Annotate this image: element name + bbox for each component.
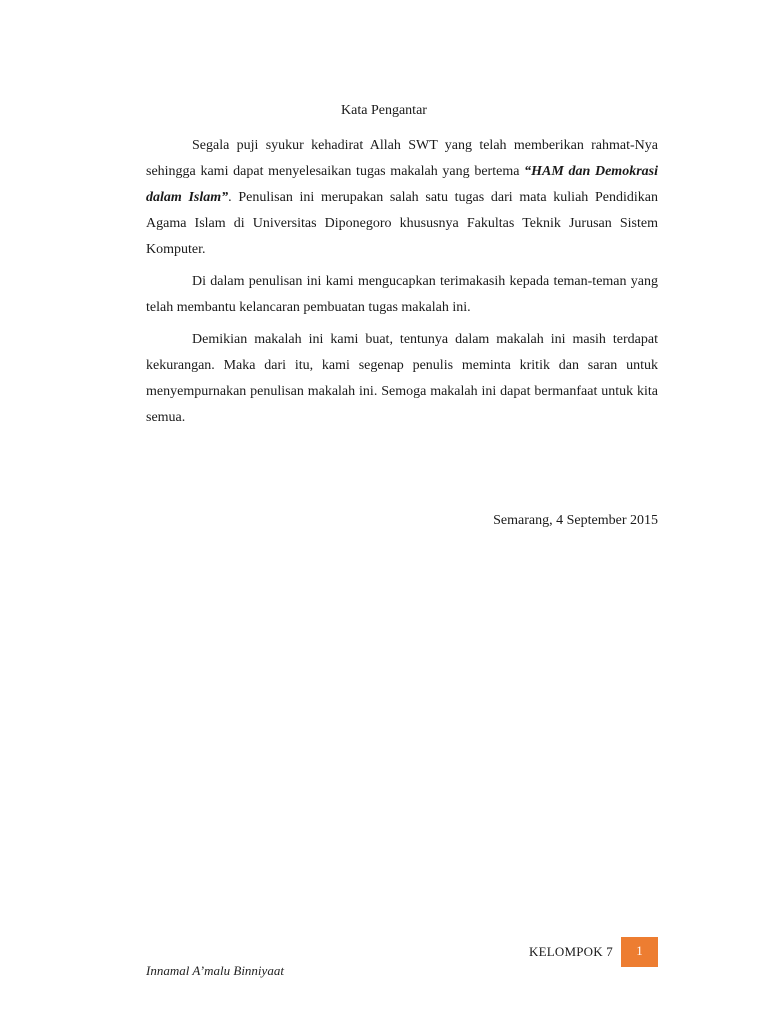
footer-group-label: KELOMPOK 7 xyxy=(529,944,613,959)
footer-group-block xyxy=(529,937,658,967)
page-title: Kata Pengantar xyxy=(341,103,427,118)
page-number-badge: 1 xyxy=(621,937,658,967)
paragraph-1-theme-emphasis: “HAM dan Demokrasi dalam Islam” xyxy=(146,164,658,205)
paragraph-2: Di dalam penulisan ini kami mengucapkan terimakasih kepada teman-teman yang telah membantu kelancaran pembuatan tugas makalah ini. xyxy=(146,274,658,315)
place-date-signature: Semarang, 4 September 2015 xyxy=(493,513,658,528)
paragraph-1-text-end: . Penulisan ini merupakan salah satu tugas dari mata kuliah Pendidikan Agama Islam di Universitas Diponegoro khususnya Fakultas Teknik Jurusan Sistem Komputer. xyxy=(146,190,658,257)
paragraph-3: Demikian makalah ini kami buat, tentunya dalam makalah ini masih terdapat kekurangan. Maka dari itu, kami segenap penulis meminta kritik dan saran untuk menyempurnakan penulisan makalah ini. Semoga makalah ini dapat bermanfaat untuk kita semua. xyxy=(146,332,658,425)
document-body xyxy=(146,133,658,437)
footer-motto: Innamal A’malu Binniyaat xyxy=(146,963,284,978)
paragraph-1 xyxy=(146,133,658,263)
paragraph-1-text-start: Segala puji syukur kehadirat Allah SWT yang telah memberikan rahmat-Nya sehingga kami dapat menyelesaikan tugas makalah yang bertema xyxy=(146,138,658,179)
